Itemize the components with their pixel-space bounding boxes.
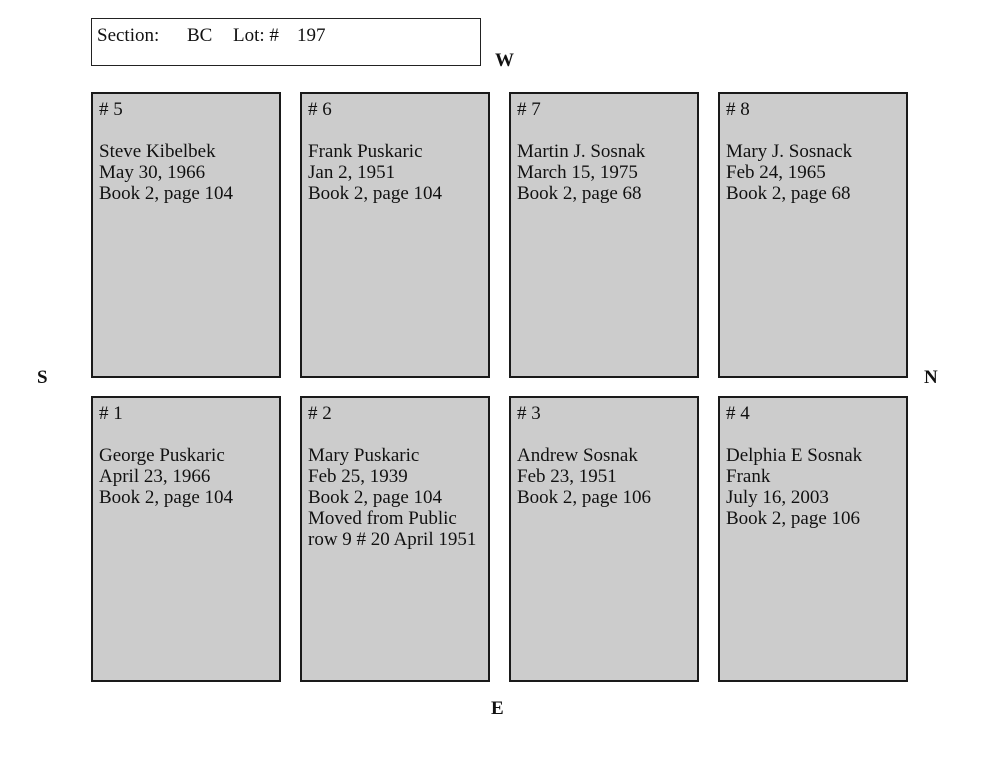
plot-5 xyxy=(91,92,281,378)
plot-record: Book 2, page 68 xyxy=(726,183,851,204)
plot-3 xyxy=(509,396,699,682)
plot-name: Mary J. Sosnack xyxy=(726,141,853,162)
plot-name: George Puskaric xyxy=(99,445,225,466)
plot-date: March 15, 1975 xyxy=(517,162,638,183)
plot-number: # 6 xyxy=(308,99,332,120)
plot-7 xyxy=(509,92,699,378)
plot-name: Frank Puskaric xyxy=(308,141,423,162)
compass-south: S xyxy=(37,367,48,388)
section-value: BC xyxy=(187,25,213,46)
plot-date: Feb 25, 1939 xyxy=(308,466,408,487)
plot-1 xyxy=(91,396,281,682)
plot-record: Book 2, page 104 xyxy=(308,183,443,204)
plot-6 xyxy=(300,92,490,378)
plot-name: Mary Puskaric xyxy=(308,445,420,466)
plot-number: # 5 xyxy=(99,99,123,120)
plot-date: Jan 2, 1951 xyxy=(308,162,396,183)
plot-date: July 16, 2003 xyxy=(726,487,829,508)
plot-4 xyxy=(718,396,908,682)
plot-record: Book 2, page 106 xyxy=(726,508,861,529)
plot-name: Martin J. Sosnak xyxy=(517,141,646,162)
section-label: Section: xyxy=(97,25,160,46)
plot-record: Book 2, page 68 xyxy=(517,183,642,204)
plot-name: Andrew Sosnak xyxy=(517,445,638,466)
plot-number: # 4 xyxy=(726,403,750,424)
plot-date: May 30, 1966 xyxy=(99,162,206,183)
plot-record: Book 2, page 104 xyxy=(99,487,234,508)
plot-8 xyxy=(718,92,908,378)
plot-name-extra: Frank xyxy=(726,466,771,487)
plot-name: Steve Kibelbek xyxy=(99,141,216,162)
plot-name: Delphia E Sosnak xyxy=(726,445,863,466)
plot-date: Feb 24, 1965 xyxy=(726,162,826,183)
plot-number: # 1 xyxy=(99,403,123,424)
plot-number: # 3 xyxy=(517,403,541,424)
lot-label: Lot: # xyxy=(233,25,279,46)
plot-date: April 23, 1966 xyxy=(99,466,211,487)
plot-date: Feb 23, 1951 xyxy=(517,466,617,487)
plot-number: # 7 xyxy=(517,99,541,120)
compass-west: W xyxy=(495,50,514,71)
compass-north: N xyxy=(924,367,938,388)
lot-header xyxy=(91,18,481,66)
plot-record: Book 2, page 104 xyxy=(99,183,234,204)
plot-number: # 2 xyxy=(308,403,332,424)
plot-record: Book 2, page 104 xyxy=(308,487,443,508)
plot-number: # 8 xyxy=(726,99,750,120)
plot-record: Book 2, page 106 xyxy=(517,487,652,508)
compass-east: E xyxy=(491,698,504,719)
lot-value: 197 xyxy=(297,25,326,46)
plot-note: Moved from Public row 9 # 20 April 1951 xyxy=(308,508,477,550)
plot-2 xyxy=(300,396,490,682)
